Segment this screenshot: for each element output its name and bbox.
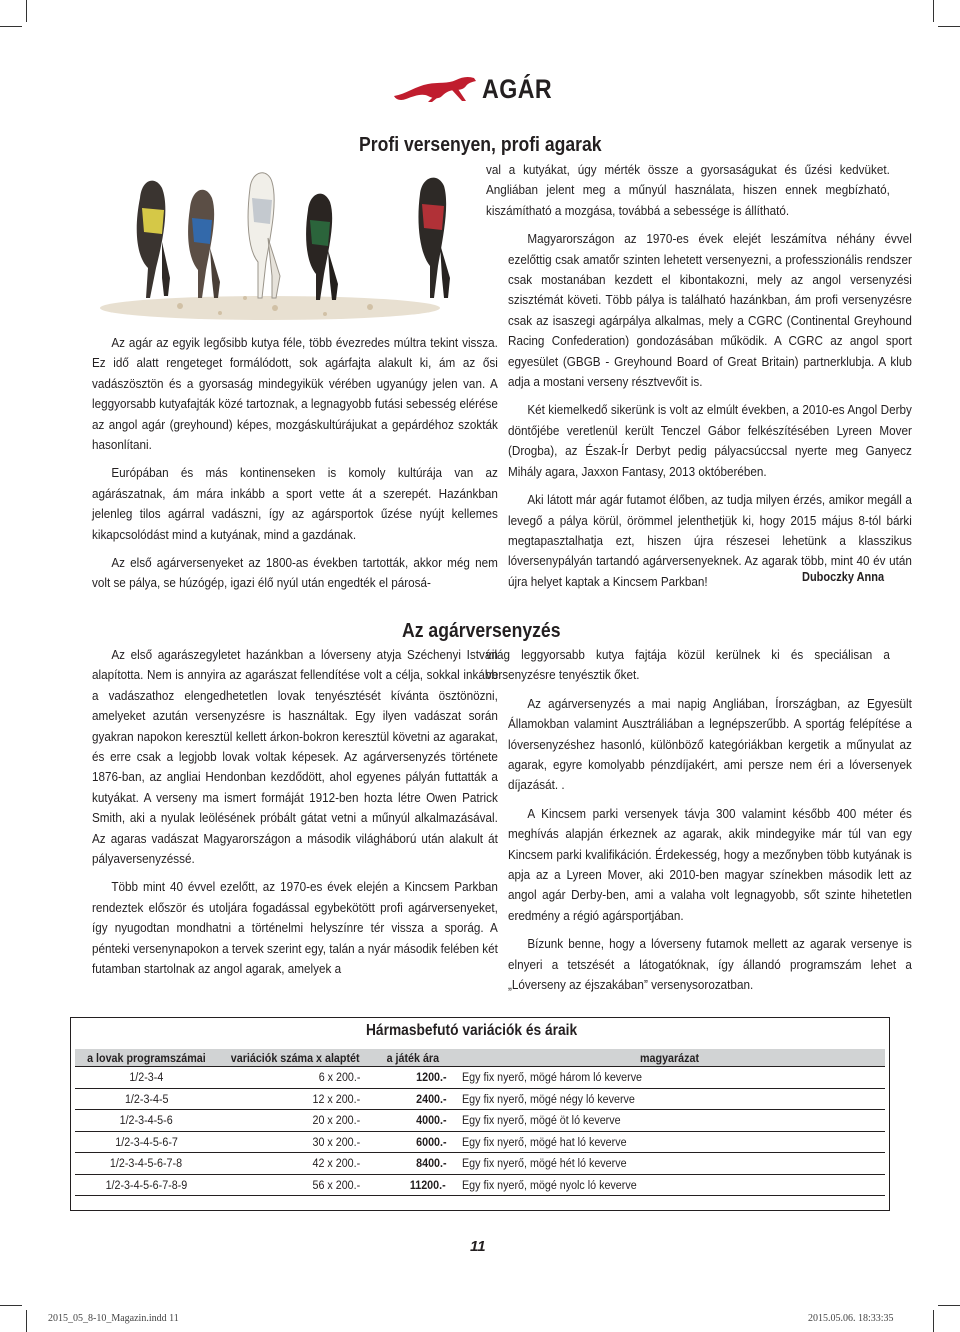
cell-program-numbers: 1/2-3-4 xyxy=(75,1067,218,1089)
table-row xyxy=(75,1131,885,1153)
cell-variations: 6 x 200.- xyxy=(218,1067,372,1089)
paragraph: A Kincsem parki versenyek távja 300 valamint később 400 méter és meghívás alapján érkeznek az agarak, akik mindegyike már túl van egy Kincsem parki kvalifikáción. Érdekesség, hogy a mezőnyben több kutyának is apja az a Lyreen Mover, aki 2010-ben magyar színekben második lett az angol agár Derby-ben, ami a valaha volt legnagyobb, sőt szinte hihetetlen eredmény a régió agársportjában. xyxy=(508,805,912,923)
price-table-box xyxy=(70,1017,890,1211)
column-header: a lovak programszámai xyxy=(75,1049,218,1067)
table-row xyxy=(75,1067,885,1089)
footer-filename: 2015_05_8-10_Magazin.indd 11 xyxy=(48,1313,179,1324)
paragraph: Az első agárversenyeket az 1800-as években tartották, akkor még nem volt se pálya, se húzógép, igazi élő nyúl után engedték el párosá- xyxy=(92,555,498,591)
table-row xyxy=(75,1088,885,1110)
cell-program-numbers: 1/2-3-4-5-6 xyxy=(75,1110,218,1132)
column-header: variációk száma x alaptét xyxy=(218,1049,372,1067)
paragraph: Aki látott már agár futamot élőben, az tudja milyen érzés, amikor megáll a levegő a pálya körül, örömmel jelenthetjük ki, hogy 2015 május 8-tól bárki megtapasztalhatja ezt, hiszen újra részesei lehetünk a klasszikus lóversenypályán tartandó agárversenyeknek. Az agarak több, mint 40 év után újra helyet kaptak a Kincsem Parkban! xyxy=(508,492,912,589)
price-table xyxy=(75,1049,885,1196)
article1-right-column xyxy=(486,160,912,600)
column-header: magyarázat xyxy=(454,1049,885,1067)
cell-explanation: Egy fix nyerő, mögé hét ló keverve xyxy=(454,1153,885,1175)
paragraph: Az első agarászegyletet hazánkban a lóverseny atyja Széchenyi István alapította. Nem is annyira az agarászat fellendítése volt a célja, sokkal inkább a vadászathoz elengedhetetlen lovak tenyésztését kívánta ösztönözni, amelyeket azután versenyzésre is használtak. Egy ilyen vadászat során gyakran napokon keresztül kellett árkon-bokron keresztül követni az agarakat, és erre csak a legjobb lovak voltak képesek. Az agárversenyzés története 1876-ban, az angliai Hendonban kezdődött, ahol egyenes pályán futtatták a kutyákat. A verseny ma ismert formáját 1912-ben hozta létre Owen Patrick Smith, aki a nyulak leölésének próbált gátat vetni a műnyúl alkalmazásával. Az agaras vadászat Magyarországon a második világháború után alakult át pályaversenyzéssé. xyxy=(92,647,498,867)
paragraph: Bízunk benne, hogy a lóverseny futamok mellett az agarak versenye is elnyeri a tetszését a látogatóknak, így állandó programszám lehet a „Lóverseny az éjszakában” versenysorozatban. xyxy=(508,936,912,993)
cell-program-numbers: 1/2-3-4-5-6-7 xyxy=(75,1131,218,1153)
cell-price: 2400.- xyxy=(372,1088,454,1110)
table-title: Hármasbefutó variációk és áraik xyxy=(366,1022,578,1039)
cell-explanation: Egy fix nyerő, mögé öt ló keverve xyxy=(454,1110,885,1132)
page-number: 11 xyxy=(470,1238,486,1255)
cell-program-numbers: 1/2-3-4-5-6-7-8-9 xyxy=(75,1174,218,1196)
author-name: Duboczky Anna xyxy=(802,570,885,584)
cell-price: 4000.- xyxy=(372,1110,454,1132)
paragraph: Magyarországon az 1970-es évek elejét leszámítva néhány évvel ezelőttig csak amatőr szinten lehetett versenyezni, a professzionális rendszer csak mostanában kezdett el kibontakozni, mely az angol versenyzési szisztémát követi. Több pálya is található hazánkban, ám profi versenyzésre csak az isaszegi agárpálya alkalmas, mely a CGRC (Continental Greyhound Racing Confederation) gondozásában működik. A CGRC az angol sport egyesület (GBGB - Greyhound Board of Great Britain) partnerklubja. A klub adja a mostani verseny résztvevőit is. xyxy=(508,231,912,390)
paragraph: Az agárversenyzés a mai napig Angliában, Írországban, az Egyesült Államokban valamint Ausztráliában a legnépszerűbb. A sportág felépítése a lóversenyzéshez hasonló, különböző kategóriákban kergetik a műnyulat az agarak, egyre komolyabb pénzdíjakért, ami persze nem éri a lóversenyek díjazását. . xyxy=(508,695,912,793)
cell-price: 1200.- xyxy=(372,1067,454,1089)
article-title: Profi versenyen, profi agarak xyxy=(359,134,602,156)
article1-left-column xyxy=(70,333,498,602)
paragraph: Több mint 40 évvel ezelőtt, az 1970-es évek elején a Kincsem Parkban rendeztek először és utoljára fogadással egybekötött profi agárversenyeket, így nyugodtan mondhatni a történelmi helyszínre tér vissza a sporág. A pénteki versenynapokon a tervek szerint egy, talán a nyár második felében két futamban startolnak az angol agarak, amelyek a xyxy=(92,879,498,977)
footer-timestamp: 2015.05.06. 18:33:35 xyxy=(808,1313,894,1324)
section-header xyxy=(392,70,572,110)
paragraph: világ leggyorsabb kutya fajtája közül kerülnek ki és speciálisan a versenyzésre tenyésztik őket. xyxy=(486,647,890,683)
table-header-row xyxy=(75,1049,885,1067)
table-row xyxy=(75,1153,885,1175)
greyhound-logo-icon xyxy=(392,74,478,104)
paragraph: Két kiemelkedő sikerünk is volt az elmúlt években, a 2010-es Angol Derby döntőjébe veretlenül került Tenczel Gábor felkészítésében Lyreen Mover (Drogba), az Észak-Ír Derbyt pedig pályacsúccsal nyerte meg Ganyecz Mihály agara, Jaxxon Fantasy, 2013 októberében. xyxy=(508,402,912,479)
cell-variations: 56 x 200.- xyxy=(218,1174,372,1196)
table-row xyxy=(75,1110,885,1132)
cell-explanation: Egy fix nyerő, mögé négy ló keverve xyxy=(454,1088,885,1110)
cell-price: 11200.- xyxy=(372,1174,454,1196)
cell-program-numbers: 1/2-3-4-5 xyxy=(75,1088,218,1110)
article2-right-column xyxy=(486,645,912,1004)
cell-price: 6000.- xyxy=(372,1131,454,1153)
table-row xyxy=(75,1174,885,1196)
article2-left-column xyxy=(70,645,498,988)
section-title: AGÁR xyxy=(482,74,553,104)
cell-explanation: Egy fix nyerő, mögé három ló keverve xyxy=(454,1067,885,1089)
cell-explanation: Egy fix nyerő, mögé hat ló keverve xyxy=(454,1131,885,1153)
cell-variations: 20 x 200.- xyxy=(218,1110,372,1132)
paragraph: val a kutyákat, úgy mérték össze a gyorsaságukat és űzési kedvüket. Angliában jelent meg a műnyúl használata, hiszen ennek megbízható, kiszámítható a mozgása, továbbá a sebessége is állítható. xyxy=(486,162,890,218)
cell-variations: 42 x 200.- xyxy=(218,1153,372,1175)
article-title: Az agárversenyzés xyxy=(402,620,561,642)
cell-price: 8400.- xyxy=(372,1153,454,1175)
cell-program-numbers: 1/2-3-4-5-6-7-8 xyxy=(75,1153,218,1175)
greyhounds-racing-photo xyxy=(70,158,476,321)
cell-variations: 30 x 200.- xyxy=(218,1131,372,1153)
paragraph: Az agár az egyik legősibb kutya féle, több évezredes múltra tekint vissza. Ez idő alatt rengeteget formálódott, sok agárfajta alakult ki, ám az ősi vadászösztön és a gyorsaság mindegyikük vérében ugyanúgy jelen van. A leggyorsabb kutyafajták közé tartoznak, a legnagyobb futási sebesség elérése az angol agár (greyhound) képes, mozgáskultúrájukat a gepárdéhoz szokták hasonlítani. xyxy=(92,335,498,453)
cell-variations: 12 x 200.- xyxy=(218,1088,372,1110)
column-header: a játék ára xyxy=(372,1049,454,1067)
cell-explanation: Egy fix nyerő, mögé nyolc ló keverve xyxy=(454,1174,885,1196)
paragraph: Európában és más kontinenseken is komoly kultúrája van az agárászatnak, ám mára inkább a sport vette át a szerepét. Hazánkban jelenleg tilos agárral vadászni, így az agársportok űzése nyújt kellemes kikapcsolódást mind a kutyának, mind a gazdának. xyxy=(92,465,498,542)
